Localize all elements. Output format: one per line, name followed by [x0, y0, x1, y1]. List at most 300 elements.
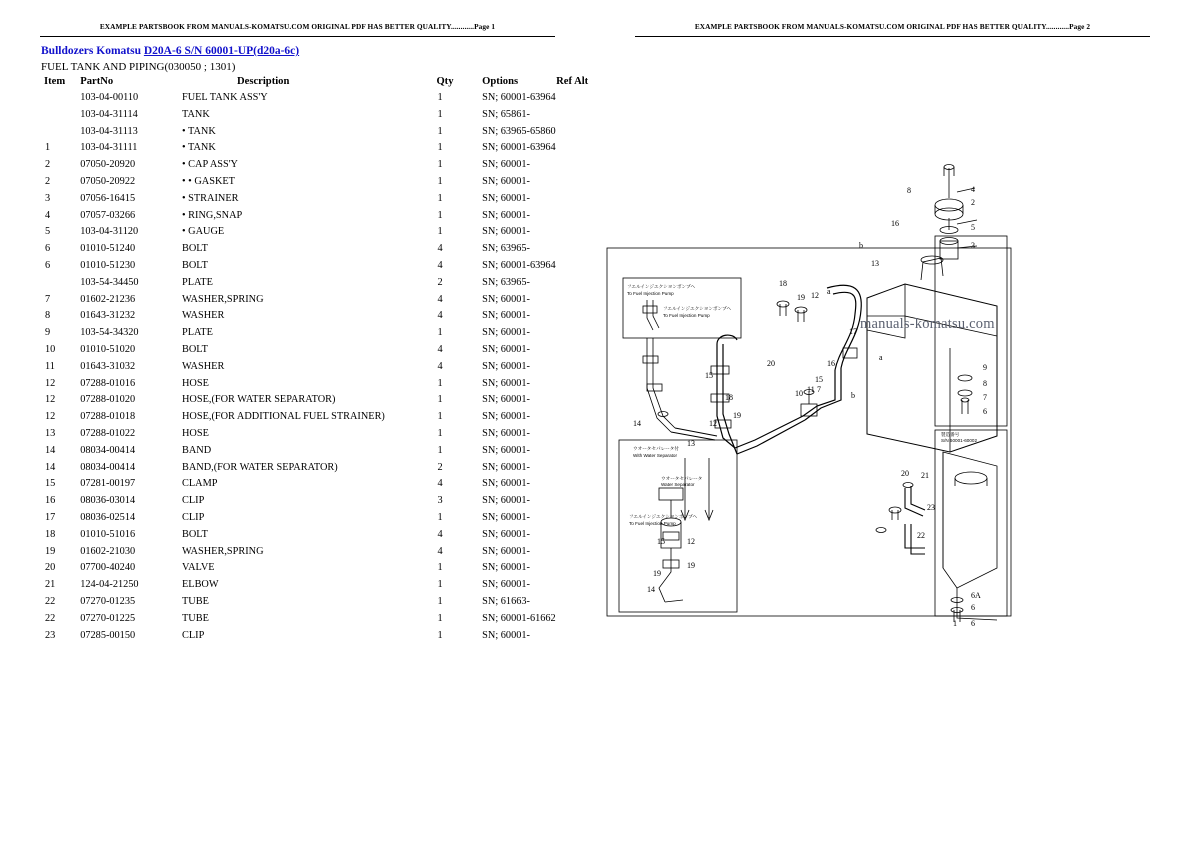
cell-description: WASHER,SPRING — [181, 293, 264, 305]
svg-text:7: 7 — [817, 385, 821, 394]
cell-options: SN; 60001- — [482, 226, 530, 238]
cell-item: 1 — [45, 142, 51, 154]
cell-refalt — [556, 193, 595, 210]
cell-partno: 07050-20922 — [80, 175, 136, 187]
table-row — [41, 361, 595, 378]
cell-item: 9 — [45, 327, 51, 339]
cell-description: • CAP ASS'Y — [181, 159, 238, 171]
cell-qty: 4 — [437, 360, 443, 372]
cell-partno: 103-04-00110 — [80, 92, 139, 103]
cell-description: WASHER — [181, 360, 225, 372]
svg-text:12: 12 — [709, 419, 717, 428]
cell-partno: 103-54-34450 — [80, 276, 139, 288]
cell-refalt — [556, 260, 595, 277]
cell-item: 7 — [45, 293, 51, 305]
cell-partno: 01010-51240 — [80, 243, 136, 255]
cell-partno: 103-04-31113 — [80, 125, 138, 137]
cell-refalt — [556, 176, 595, 193]
cell-item: 2 — [45, 159, 51, 171]
cell-qty: 1 — [437, 125, 443, 137]
table-row — [41, 630, 595, 647]
cell-refalt — [556, 109, 595, 126]
svg-text:11: 11 — [807, 385, 815, 394]
cell-item: 13 — [45, 427, 56, 439]
cell-refalt — [556, 126, 595, 143]
cell-options: SN; 60001- — [482, 159, 530, 171]
cell-item: 6 — [45, 259, 51, 271]
cell-description: • TANK — [181, 142, 216, 154]
svg-text:19: 19 — [687, 561, 695, 570]
cell-item: 11 — [45, 360, 55, 372]
cell-options: SN; 63965-65860 — [482, 125, 556, 137]
cell-options: SN; 60001- — [482, 545, 530, 557]
cell-refalt — [556, 344, 595, 361]
table-header-row — [41, 76, 595, 92]
cell-partno: 01643-31232 — [80, 310, 136, 322]
header-divider-right — [635, 36, 1150, 37]
exploded-parts-diagram — [605, 48, 1185, 648]
table-row — [41, 310, 595, 327]
cell-qty: 1 — [437, 142, 443, 154]
cell-item: 10 — [45, 343, 56, 355]
cell-description: HOSE,(FOR WATER SEPARATOR) — [181, 394, 336, 406]
table-row — [41, 512, 595, 529]
cell-partno: 103-04-31111 — [80, 142, 138, 154]
cell-item: 5 — [45, 226, 51, 238]
cell-qty: 1 — [437, 226, 443, 238]
table-row — [41, 579, 595, 596]
cell-options: SN; 60001- — [482, 444, 530, 456]
cell-partno: 08036-02514 — [80, 511, 136, 523]
watermark-text: manuals-komatsu.com — [860, 316, 995, 332]
page-header-left: EXAMPLE PARTSBOOK FROM MANUALS-KOMATSU.COM ORIGINAL PDF HAS BETTER QUALITY............Page 1 — [99, 22, 496, 31]
cell-partno: 07700-40240 — [80, 562, 136, 574]
cell-description: CLAMP — [181, 478, 218, 490]
cell-item: 20 — [45, 562, 56, 574]
table-row — [41, 562, 595, 579]
cell-item: 22 — [45, 612, 56, 624]
svg-text:15: 15 — [815, 375, 823, 384]
svg-text:b: b — [851, 391, 855, 400]
svg-text:To Fuel Injection Pump: To Fuel Injection Pump — [627, 291, 674, 296]
cell-description: • STRAINER — [181, 192, 239, 204]
cell-item: 4 — [45, 209, 51, 221]
cell-refalt — [556, 226, 595, 243]
cell-qty: 1 — [437, 595, 443, 607]
svg-text:14: 14 — [647, 585, 655, 594]
cell-partno: 07270-01225 — [80, 612, 136, 624]
cell-refalt — [556, 529, 595, 546]
cell-refalt — [556, 462, 595, 479]
cell-item: 12 — [45, 377, 56, 389]
svg-text:19: 19 — [797, 293, 805, 302]
cell-description: • GAUGE — [181, 226, 225, 238]
svg-text:Water Separator: Water Separator — [661, 482, 695, 487]
cell-item: 18 — [45, 528, 56, 540]
col-header-description: Description — [236, 76, 290, 87]
table-row — [41, 126, 595, 143]
svg-text:6: 6 — [983, 407, 987, 416]
cell-partno: 103-04-31120 — [80, 226, 139, 238]
cell-description: WASHER,SPRING — [181, 545, 264, 557]
cell-options: SN; 61663- — [482, 595, 530, 607]
cell-partno: 01602-21030 — [80, 545, 136, 557]
cell-qty: 4 — [437, 310, 443, 322]
cell-refalt — [556, 310, 595, 327]
cell-refalt — [556, 613, 595, 630]
cell-description: BAND — [181, 444, 212, 456]
cell-description: CLIP — [181, 629, 205, 641]
cell-options: SN; 63965- — [482, 243, 530, 255]
table-row — [41, 109, 595, 126]
cell-item: 12 — [45, 411, 56, 423]
cell-options: SN; 60001- — [482, 528, 530, 540]
cell-qty: 1 — [437, 511, 443, 523]
cell-refalt — [556, 210, 595, 227]
svg-text:9: 9 — [983, 363, 987, 372]
cell-qty: 1 — [437, 427, 443, 439]
cell-partno: 07288-01022 — [80, 427, 136, 439]
svg-text:12: 12 — [687, 537, 695, 546]
cell-qty: 1 — [437, 411, 443, 423]
table-row — [41, 546, 595, 563]
cell-options: SN; 60001-63964 — [482, 142, 556, 154]
cell-refalt — [556, 277, 595, 294]
cell-item: 23 — [45, 629, 56, 641]
cell-options: SN; 60001- — [482, 461, 530, 473]
cell-options: SN; 60001- — [482, 310, 530, 322]
table-row — [41, 226, 595, 243]
cell-item: 2 — [45, 175, 51, 187]
cell-description: • • GASKET — [181, 175, 235, 187]
svg-text:ウオータセパレータ付: ウオータセパレータ付 — [633, 446, 679, 451]
svg-text:a: a — [827, 287, 831, 296]
cell-options: SN; 60001- — [482, 327, 530, 339]
cell-options: SN; 60001-63964 — [482, 259, 556, 271]
cell-options: SN; 60001- — [482, 343, 530, 355]
svg-text:16: 16 — [827, 359, 835, 368]
cell-refalt — [556, 361, 595, 378]
cell-item — [41, 109, 80, 126]
cell-item: 6 — [45, 243, 51, 255]
cell-description: CLIP — [181, 495, 205, 507]
cell-refalt — [556, 92, 595, 109]
cell-description: BOLT — [181, 243, 208, 255]
cell-refalt — [556, 512, 595, 529]
svg-text:19: 19 — [653, 569, 661, 578]
svg-text:17: 17 — [849, 327, 857, 336]
diagram-svg — [605, 48, 1185, 648]
cell-qty: 1 — [437, 327, 443, 339]
cell-partno: 103-04-31114 — [80, 108, 138, 120]
cell-options: SN; 60001-61662 — [482, 612, 556, 624]
cell-options: SN; 60001- — [482, 192, 530, 204]
svg-text:6: 6 — [971, 603, 975, 612]
svg-text:18: 18 — [725, 393, 733, 402]
cell-description: HOSE — [181, 427, 209, 439]
svg-text:18: 18 — [779, 279, 787, 288]
svg-text:12: 12 — [811, 291, 819, 300]
svg-text:製造番号: 製造番号 — [941, 432, 960, 437]
cell-description: HOSE — [181, 377, 209, 389]
cell-qty: 4 — [437, 343, 443, 355]
cell-partno: 103-54-34320 — [80, 327, 139, 339]
cell-item — [41, 126, 80, 143]
page-header-right: EXAMPLE PARTSBOOK FROM MANUALS-KOMATSU.COM ORIGINAL PDF HAS BETTER QUALITY............Page 2 — [694, 22, 1091, 31]
cell-partno: 07270-01235 — [80, 595, 136, 607]
svg-text:6A: 6A — [971, 591, 981, 600]
cell-qty: 4 — [437, 259, 443, 271]
table-row — [41, 327, 595, 344]
cell-description: BOLT — [181, 343, 208, 355]
cell-options: SN; 60001- — [482, 293, 530, 305]
svg-text:22: 22 — [917, 531, 925, 540]
cell-description: BAND,(FOR WATER SEPARATOR) — [181, 461, 338, 473]
cell-refalt — [556, 428, 595, 445]
table-row — [41, 529, 595, 546]
cell-qty: 3 — [437, 495, 443, 507]
cell-description: WASHER — [181, 310, 225, 322]
table-row — [41, 142, 595, 159]
table-row — [41, 478, 595, 495]
cell-item — [41, 277, 80, 294]
cell-qty: 1 — [437, 629, 443, 641]
cell-partno: 01010-51016 — [80, 528, 136, 540]
svg-text:To Fuel Injection Pump: To Fuel Injection Pump — [663, 313, 710, 318]
diagram-callouts — [633, 185, 987, 628]
table-row — [41, 495, 595, 512]
cell-item: 14 — [45, 444, 56, 456]
cell-item: 8 — [45, 310, 51, 322]
cell-partno: 01010-51230 — [80, 259, 136, 271]
cell-options: SN; 60001- — [482, 175, 530, 187]
svg-text:13: 13 — [871, 259, 879, 268]
cell-description: BOLT — [181, 259, 208, 271]
cell-refalt — [556, 596, 595, 613]
svg-text:b: b — [859, 241, 863, 250]
table-row — [41, 92, 595, 109]
cell-refalt — [556, 546, 595, 563]
svg-text:2: 2 — [971, 198, 975, 207]
cell-description: ELBOW — [181, 579, 219, 591]
cell-refalt — [556, 579, 595, 596]
svg-text:21: 21 — [921, 471, 929, 480]
cell-options: SN; 60001- — [482, 427, 530, 439]
cell-item: 22 — [45, 595, 56, 607]
cell-qty: 4 — [437, 528, 443, 540]
svg-text:13: 13 — [687, 439, 695, 448]
cell-qty: 1 — [437, 444, 443, 456]
cell-partno: 124-04-21250 — [80, 579, 139, 591]
parts-table — [41, 76, 595, 646]
svg-text:To Fuel Injection Pump: To Fuel Injection Pump — [629, 521, 676, 526]
cell-description: BOLT — [181, 528, 208, 540]
cell-options: SN; 60001- — [482, 377, 530, 389]
svg-text:フエルインジエクシヨンポンプヘ: フエルインジエクシヨンポンプヘ — [627, 284, 696, 289]
table-row — [41, 428, 595, 445]
svg-text:20: 20 — [901, 469, 909, 478]
cell-qty: 4 — [437, 545, 443, 557]
cell-options: SN; 60001- — [482, 511, 530, 523]
svg-text:14: 14 — [633, 419, 641, 428]
cell-qty: 1 — [437, 579, 443, 591]
cell-item: 17 — [45, 511, 56, 523]
table-row — [41, 159, 595, 176]
svg-text:20: 20 — [767, 359, 775, 368]
svg-text:a: a — [879, 353, 883, 362]
cell-options: SN; 60001- — [482, 562, 530, 574]
col-header-qty: Qty — [436, 76, 454, 87]
cell-refalt — [556, 445, 595, 462]
svg-text:4: 4 — [971, 185, 975, 194]
cell-partno: 08036-03014 — [80, 495, 136, 507]
table-row — [41, 243, 595, 260]
cell-options: SN; 63965- — [482, 276, 530, 288]
cell-description: TUBE — [181, 612, 209, 624]
table-row — [41, 445, 595, 462]
cell-item: 12 — [45, 394, 56, 406]
svg-text:7: 7 — [983, 393, 987, 402]
cell-options: SN; 60001- — [482, 394, 530, 406]
cell-partno: 07050-20920 — [80, 159, 136, 171]
cell-item: 16 — [45, 495, 56, 507]
cell-qty: 1 — [437, 192, 443, 204]
cell-description: HOSE,(FOR ADDITIONAL FUEL STRAINER) — [181, 411, 385, 423]
cell-options: SN; 60001- — [482, 478, 530, 490]
svg-text:19: 19 — [733, 411, 741, 420]
cell-refalt — [556, 378, 595, 395]
table-row — [41, 193, 595, 210]
cell-partno: 01643-31032 — [80, 360, 136, 372]
table-row — [41, 210, 595, 227]
svg-text:15: 15 — [657, 537, 665, 546]
cell-qty: 2 — [437, 276, 443, 288]
section-title: FUEL TANK AND PIPING(030050 ; 1301) — [41, 61, 236, 73]
cell-qty: 1 — [437, 92, 443, 103]
table-row — [41, 411, 595, 428]
table-row — [41, 260, 595, 277]
svg-text:5: 5 — [971, 223, 975, 232]
cell-description: • TANK — [181, 125, 216, 137]
cell-qty: 1 — [437, 209, 443, 221]
cell-qty: 4 — [437, 243, 443, 255]
cell-qty: 4 — [437, 478, 443, 490]
svg-text:3: 3 — [971, 241, 975, 250]
cell-options: SN; 60001- — [482, 629, 530, 641]
cell-refalt — [556, 630, 595, 647]
cell-partno: 07281-00197 — [80, 478, 136, 490]
cell-partno: 08034-00414 — [80, 461, 136, 473]
cell-partno: 01602-21236 — [80, 293, 136, 305]
cell-partno: 08034-00414 — [80, 444, 136, 456]
svg-text:S/N 60001-60002: S/N 60001-60002 — [941, 438, 978, 443]
table-row — [41, 378, 595, 395]
cell-options: SN; 60001- — [482, 411, 530, 423]
cell-refalt — [556, 478, 595, 495]
cell-description: CLIP — [181, 511, 205, 523]
cell-partno: 07057-03266 — [80, 209, 136, 221]
cell-qty: 1 — [437, 377, 443, 389]
svg-text:With Water Separator: With Water Separator — [633, 453, 677, 458]
cell-refalt — [556, 159, 595, 176]
cell-qty: 1 — [437, 108, 443, 120]
cell-item: 3 — [45, 192, 51, 204]
cell-refalt — [556, 142, 595, 159]
cell-partno: 01010-51020 — [80, 343, 136, 355]
cell-options: SN; 60001-63964 — [482, 92, 556, 103]
cell-options: SN; 60001- — [482, 360, 530, 372]
svg-text:8: 8 — [907, 186, 911, 195]
table-row — [41, 176, 595, 193]
cell-qty: 4 — [437, 293, 443, 305]
cell-partno: 07288-01016 — [80, 377, 136, 389]
svg-text:ウオータセパレータ: ウオータセパレータ — [661, 476, 703, 481]
table-row — [41, 613, 595, 630]
svg-text:15: 15 — [705, 371, 713, 380]
cell-description: PLATE — [181, 327, 213, 339]
col-header-item: Item — [44, 76, 66, 87]
cell-options: SN; 60001- — [482, 579, 530, 591]
col-header-options: Options — [482, 76, 519, 87]
svg-text:フエルインジエクシヨンポンプヘ: フエルインジエクシヨンポンプヘ — [629, 514, 698, 519]
cell-qty: 1 — [437, 159, 443, 171]
svg-text:1: 1 — [953, 619, 957, 628]
cell-refalt — [556, 562, 595, 579]
table-row — [41, 462, 595, 479]
table-row — [41, 277, 595, 294]
cell-refalt — [556, 411, 595, 428]
table-row — [41, 344, 595, 361]
cell-qty: 1 — [437, 562, 443, 574]
page-title — [41, 45, 299, 57]
col-header-partno: PartNo — [80, 76, 114, 87]
title-model-link[interactable]: D20A-6 S/N 60001-UP(d20a-6c) — [143, 45, 300, 57]
col-header-refalt: Ref Alt — [556, 76, 589, 87]
cell-refalt — [556, 327, 595, 344]
table-row — [41, 596, 595, 613]
cell-partno: 07288-01020 — [80, 394, 136, 406]
cell-item — [41, 92, 80, 109]
cell-refalt — [556, 394, 595, 411]
cell-qty: 1 — [437, 612, 443, 624]
svg-text:10: 10 — [795, 389, 803, 398]
svg-text:6: 6 — [971, 619, 975, 628]
cell-qty: 1 — [437, 394, 443, 406]
cell-options: SN; 65861- — [482, 108, 530, 120]
cell-refalt — [556, 243, 595, 260]
svg-text:8: 8 — [983, 379, 987, 388]
cell-partno: 07056-16415 — [80, 192, 136, 204]
header-divider-left — [40, 36, 555, 37]
svg-text:フエルインジエクシヨンポンプヘ: フエルインジエクシヨンポンプヘ — [663, 306, 732, 311]
cell-description: VALVE — [181, 562, 215, 574]
cell-refalt — [556, 294, 595, 311]
page-right — [595, 0, 1190, 842]
cell-qty: 2 — [437, 461, 443, 473]
title-prefix: Bulldozers Komatsu — [41, 45, 144, 57]
svg-text:16: 16 — [891, 219, 899, 228]
cell-item: 15 — [45, 478, 56, 490]
cell-description: FUEL TANK ASS'Y — [181, 92, 268, 103]
table-row — [41, 394, 595, 411]
cell-options: SN; 60001- — [482, 495, 530, 507]
cell-item: 21 — [45, 579, 56, 591]
table-row — [41, 294, 595, 311]
svg-text:23: 23 — [927, 503, 935, 512]
cell-qty: 1 — [437, 175, 443, 187]
cell-refalt — [556, 495, 595, 512]
cell-options: SN; 60001- — [482, 209, 530, 221]
